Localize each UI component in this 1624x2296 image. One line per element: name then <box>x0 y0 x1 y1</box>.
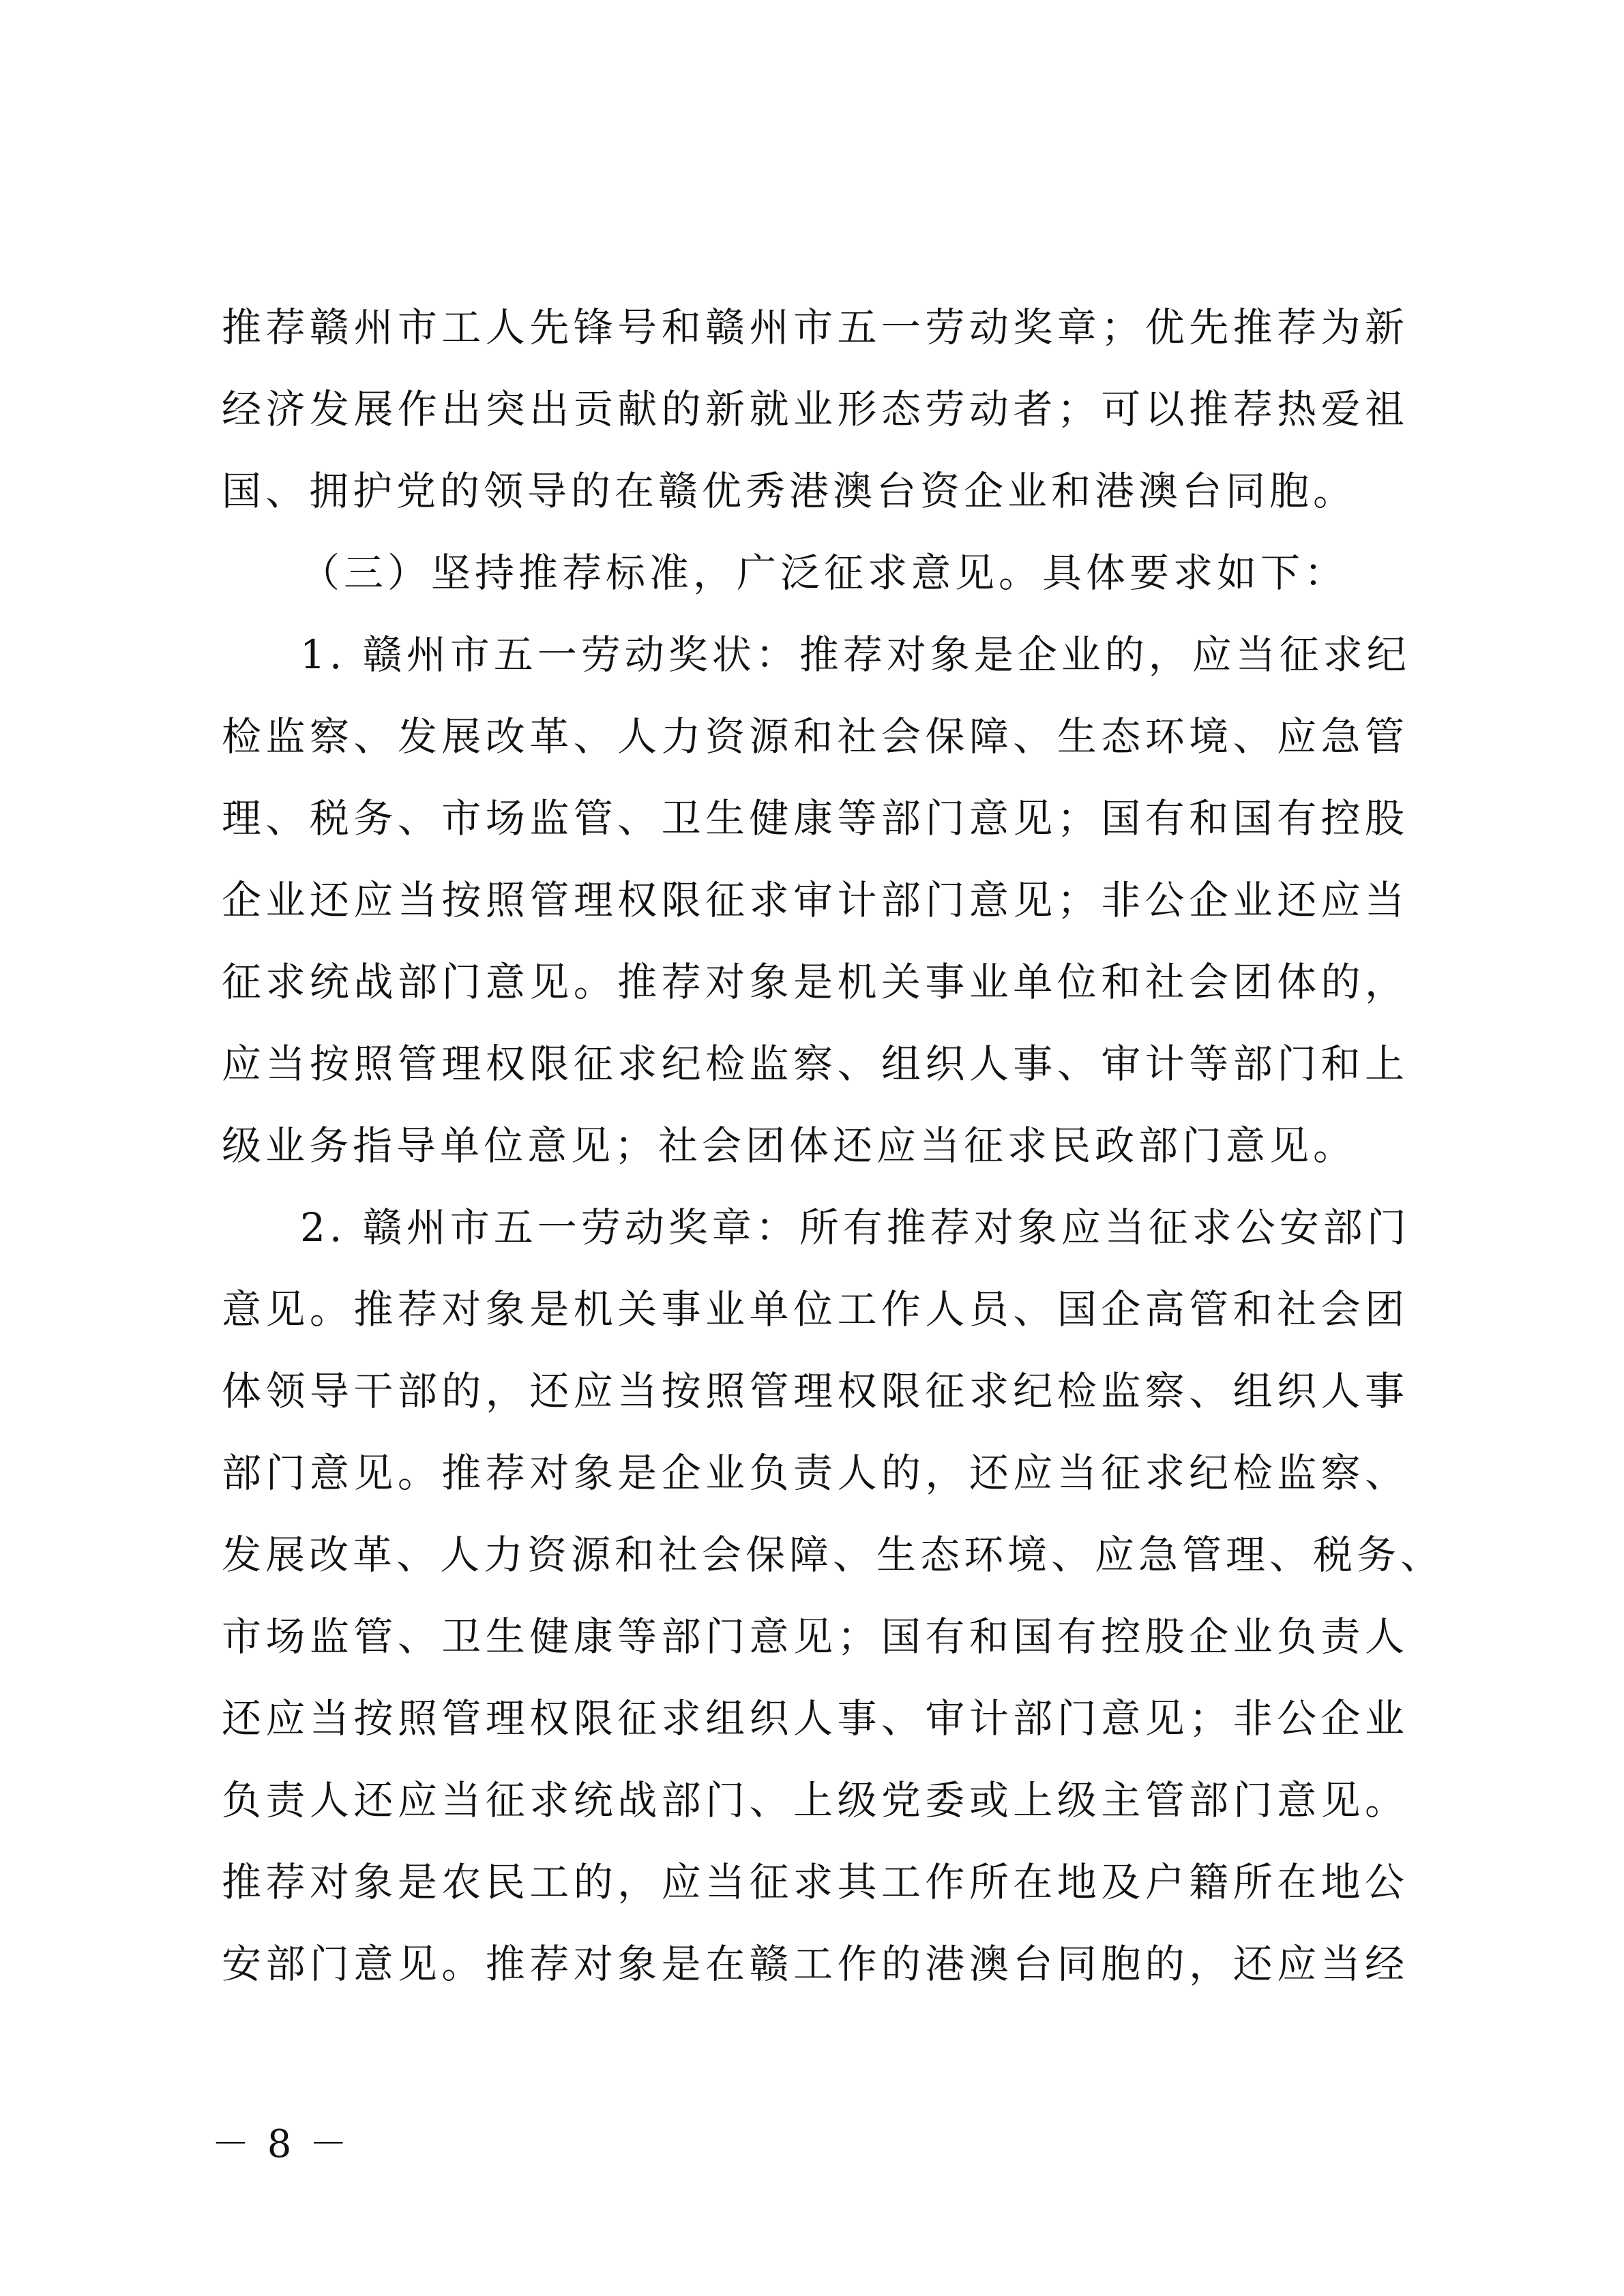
subsection-heading: （三）坚持推荐标准，广泛征求意见。具体要求如下： <box>300 550 1348 596</box>
text-line-21: 安部门意见。推荐对象是在赣工作的港澳台同胞的，还应当经 <box>222 1941 1408 1987</box>
text-line-17: 市场监管、卫生健康等部门意见；国有和国有控股企业负责人 <box>222 1613 1408 1660</box>
text-line-15: 部门意见。推荐对象是企业负责人的，还应当征求纪检监察、 <box>222 1450 1408 1496</box>
text-line-16: 发展改革、人力资源和社会保障、生态环境、应急管理、税务、 <box>222 1532 1445 1578</box>
text-line-14: 体领导干部的，还应当按照管理权限征求纪检监察、组织人事 <box>222 1368 1408 1414</box>
text-line-3: 国、拥护党的领导的在赣优秀港澳台资企业和港澳台同胞。 <box>222 468 1357 514</box>
text-line-18: 还应当按照管理权限征求组织人事、审计部门意见；非公企业 <box>222 1695 1408 1742</box>
text-line-9: 征求统战部门意见。推荐对象是机关事业单位和社会团体的， <box>222 959 1408 1005</box>
text-line-11: 级业务指导单位意见；社会团体还应当征求民政部门意见。 <box>222 1122 1357 1169</box>
text-line-1: 推荐赣州市工人先锋号和赣州市五一劳动奖章；优先推荐为新 <box>222 304 1408 351</box>
text-line-7: 理、税务、市场监管、卫生健康等部门意见；国有和国有控股 <box>222 795 1408 841</box>
page-number: － 8 － <box>211 2122 351 2166</box>
text-line-13: 意见。推荐对象是机关事业单位工作人员、国企高管和社会团 <box>222 1286 1408 1332</box>
item-1-start-line: 1. 赣州市五一劳动奖状：推荐对象是企业的，应当征求纪 <box>300 631 1411 678</box>
text-line-20: 推荐对象是农民工的，应当征求其工作所在地及户籍所在地公 <box>222 1859 1408 1905</box>
text-line-19: 负责人还应当征求统战部门、上级党委或上级主管部门意见。 <box>222 1777 1408 1823</box>
text-line-2: 经济发展作出突出贡献的新就业形态劳动者；可以推荐热爱祖 <box>222 386 1408 432</box>
text-line-6: 检监察、发展改革、人力资源和社会保障、生态环境、应急管 <box>222 713 1408 760</box>
text-line-10: 应当按照管理权限征求纪检监察、组织人事、审计等部门和上 <box>222 1041 1408 1087</box>
text-line-8: 企业还应当按照管理权限征求审计部门意见；非公企业还应当 <box>222 877 1408 923</box>
item-2-start-line: 2. 赣州市五一劳动奖章：所有推荐对象应当征求公安部门 <box>300 1204 1411 1251</box>
